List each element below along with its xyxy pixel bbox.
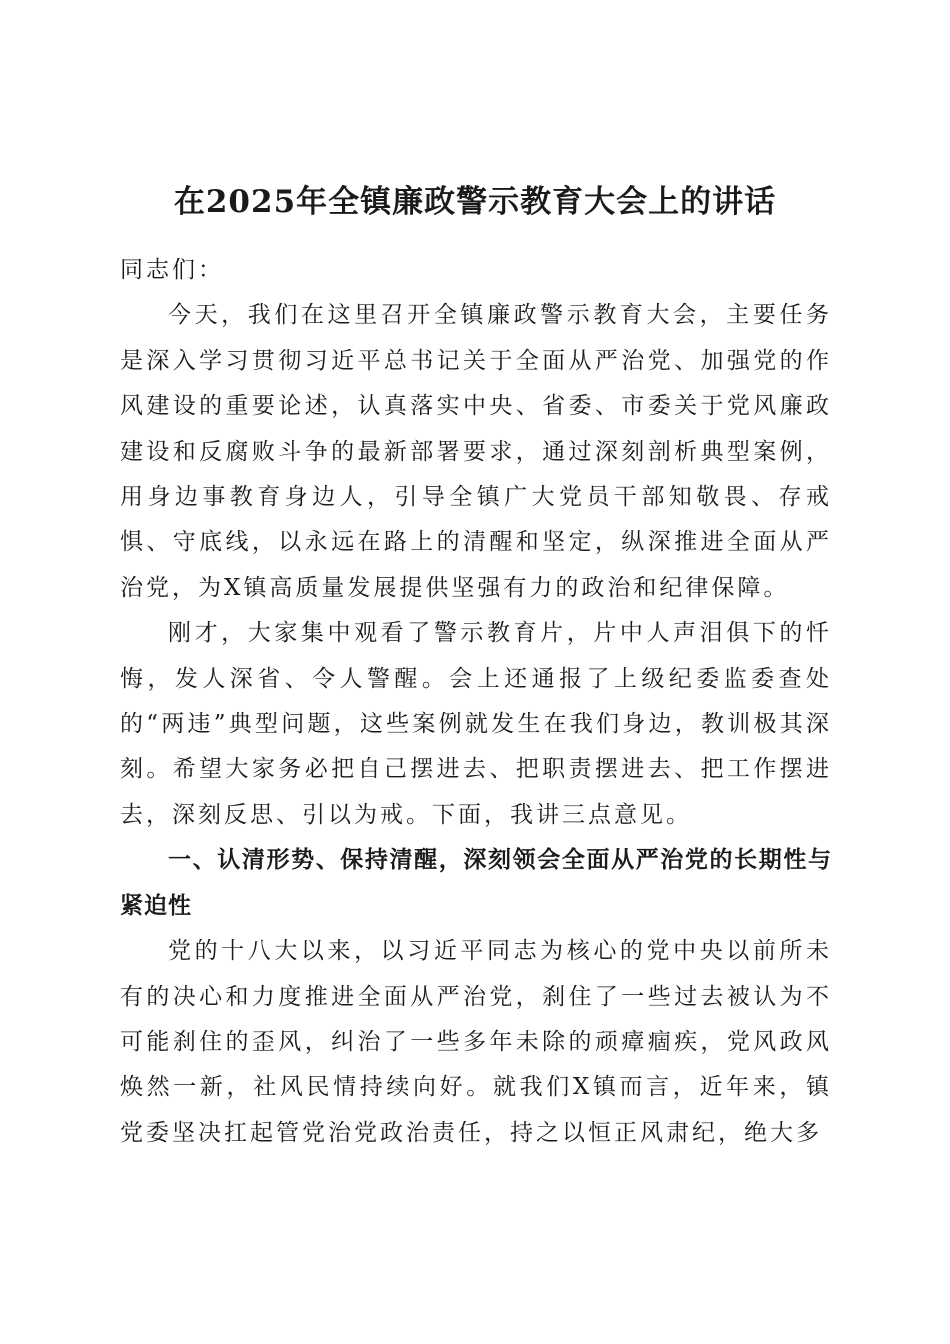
document-title: 在2025年全镇廉政警示教育大会上的讲话 — [173, 184, 777, 220]
body-paragraph: 党的十八大以来，以习近平同志为核心的党中央以前所未有的决心和力度推进全面从严治党，刹住了一些过去被认为不可能刹住的歪风，纠治了一些多年未除的顽瘴痼疾，党风政风焕然一新，社风民情持续向好。就我们X镇而言，近年来，镇党委坚决扛起管党治党政治责任，持之以恒正风肃纪，绝大多 — [120, 938, 832, 1146]
body-paragraph: 刚才，大家集中观看了警示教育片，片中人声泪俱下的忏悔，发人深省、令人警醒。会上还通报了上级纪委监委查处的“两违”典型问题，这些案例就发生在我们身边，教训极其深刻。希望大家务必把自己摆进去、把职责摆进去、把工作摆进去，深刻反思、引以为戒。下面，我讲三点意见。 — [120, 620, 832, 828]
body-paragraph: 今天，我们在这里召开全镇廉政警示教育大会，主要任务是深入学习贯彻习近平总书记关于全面从严治党、加强党的作风建设的重要论述，认真落实中央、省委、市委关于党风廉政建设和反腐败斗争的最新部署要求，通过深刻剖析典型案例，用身边事教育身边人，引导全镇广大党员干部知敬畏、存戒惧、守底线，以永远在路上的清醒和坚定，纵深推进全面从严治党，为X镇高质量发展提供坚强有力的政治和纪律保障。 — [120, 302, 832, 601]
document-body — [120, 248, 832, 1156]
salutation: 同志们： — [120, 257, 224, 283]
section-heading: 一、认清形势、保持清醒，深刻领会全面从严治党的长期性与紧迫性 — [120, 847, 832, 919]
